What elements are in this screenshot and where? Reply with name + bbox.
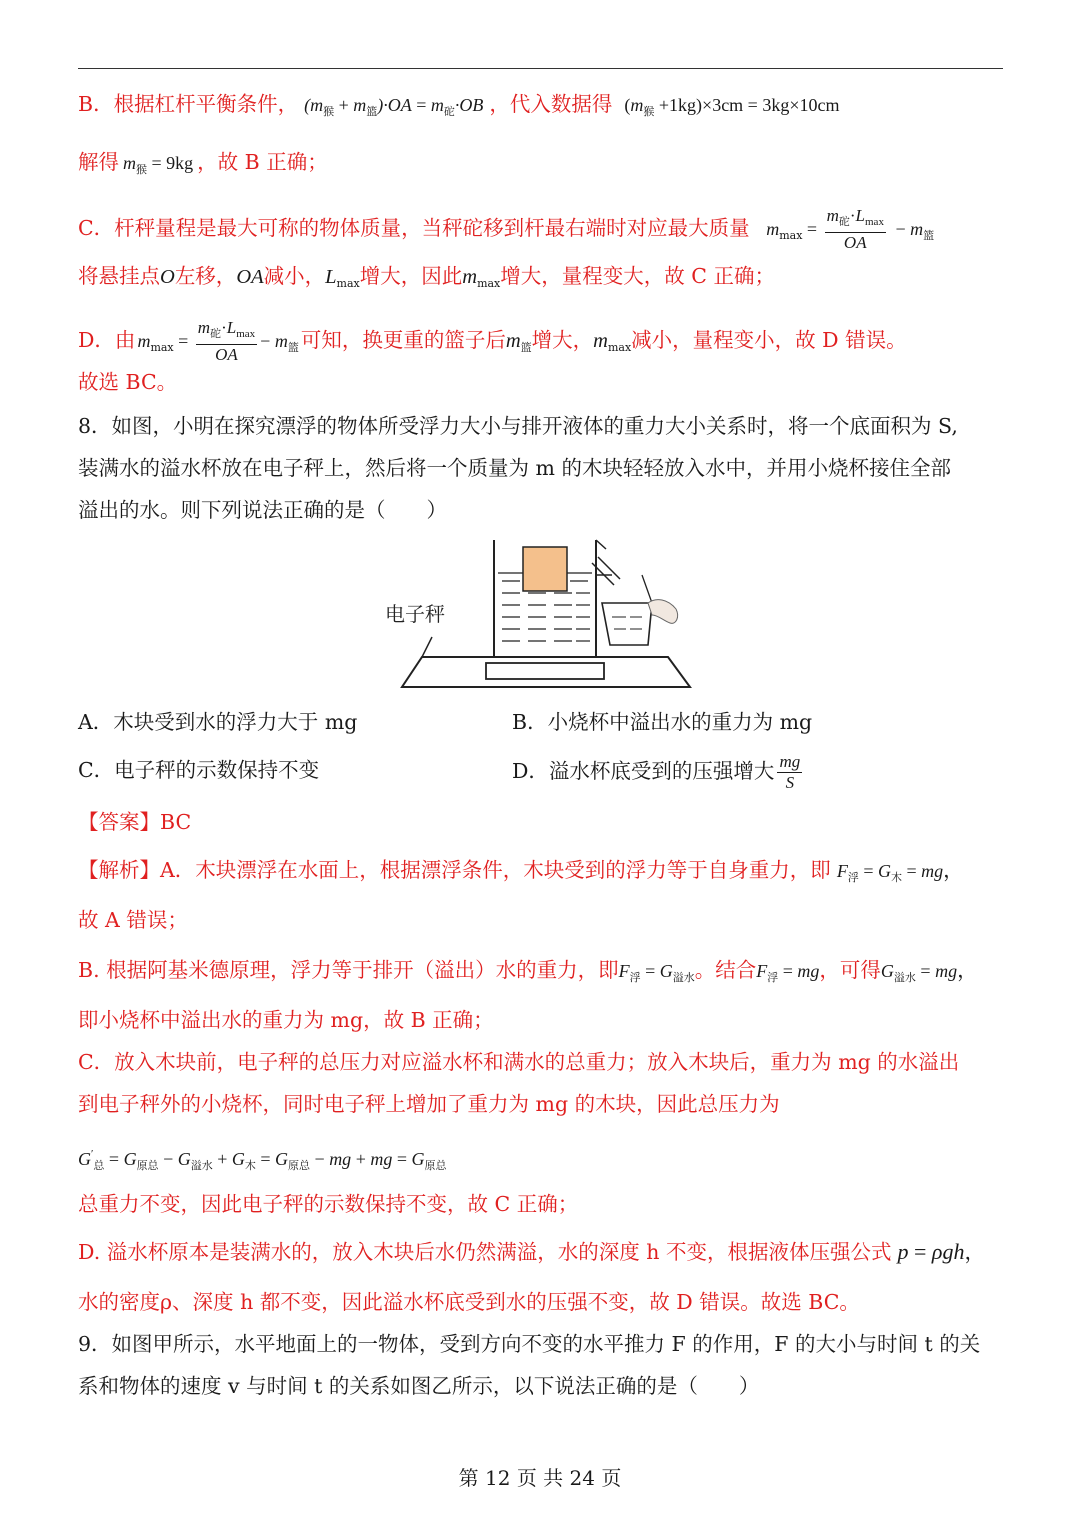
q8-answer: 【答案】BC xyxy=(78,810,192,834)
small-beaker xyxy=(602,603,652,645)
overflow-cup-figure xyxy=(380,535,700,695)
scale-display xyxy=(486,663,604,679)
q8-analysis-c3: 总重力不变，因此电子秤的示数保持不变，故 C 正确； xyxy=(78,1192,579,1216)
header-rule xyxy=(78,68,1003,69)
q8-analysis-b2: 即小烧杯中溢出水的重力为 mg，故 B 正确； xyxy=(78,1008,494,1032)
prev-b-line: B．根据杠杆平衡条件， $(m_猴 + m_篮)\cdot OA = m_砣\cdot OB$ ，代入数据得 $(m_猴 +1kg)\times 3cm = 3kg\times 10cm$ xyxy=(78,92,840,118)
prev-b-result: 解得 $m_猴 = 9kg$ ，故 B 正确； xyxy=(78,150,328,176)
prev-conclusion: 故选 BC。 xyxy=(78,370,178,394)
page-footer: 第 12 页 共 24 页 xyxy=(458,1466,622,1490)
q8-stem-3: 溢出的水。则下列说法正确的是（ ） xyxy=(78,498,447,522)
electronic-scale-base xyxy=(402,657,690,687)
prev-c-line2: 将悬挂点O左移，OA减小，$L_{max}$增大，因此$m_{max}$增大，量程变大，故 C 正确； xyxy=(78,264,775,290)
q8-analysis-c2: 到电子秤外的小烧杯，同时电子秤上增加了重力为 mg 的木块，因此总压力为 xyxy=(78,1092,780,1116)
q8-stem-2: 装满水的溢水杯放在电子秤上，然后将一个质量为 m 的木块轻轻放入水中，并用小烧杯接住全部 xyxy=(78,456,951,480)
hand-icon xyxy=(648,600,678,624)
q8-analysis-c-eq: $G'_总 = G_{原总} - G_{溢水} + G_木 = G_{原总}$ − mg + mg = $G_{原总}$ xyxy=(78,1148,447,1172)
q8-option-d: D．溢水杯底受到的压强增大 $\frac{mg}{S}$ xyxy=(512,752,801,792)
q8-analysis-b: B. 根据阿基米德原理，浮力等于排开（溢出）水的重力，即$F_浮 = G_{溢水}$。结合$F_浮$ = mg，可得$G_{溢水}$ = mg， xyxy=(78,958,978,984)
q8-analysis-a: 【解析】A．木块漂浮在水面上，根据漂浮条件，木块受到的浮力等于自身重力，即 $F_浮 = G_木$ = mg， xyxy=(78,858,964,884)
q8-option-c: C．电子秤的示数保持不变 xyxy=(78,758,320,782)
prev-d-line: D．由 $m_{max}$ = $\frac{m_砣\cdot L_{max}}{OA}$ − $m_篮$可知，换更重的篮子后$m_篮$增大，$m_{max}$减小，量程变小，故 D 错误。 xyxy=(78,318,907,364)
q8-analysis-a2: 故 A 错误； xyxy=(78,908,188,932)
q9-stem-2: 系和物体的速度 v 与时间 t 的关系如图乙所示，以下说法正确的是（ ） xyxy=(78,1374,760,1398)
q8-stem-1: 8．如图，小明在探究漂浮的物体所受浮力大小与排开液体的重力大小关系时，将一个底面积为 S, xyxy=(78,414,958,438)
q8-option-b: B．小烧杯中溢出水的重力为 mg xyxy=(512,710,813,734)
q8-analysis-d2: 水的密度ρ、深度 h 都不变，因此溢水杯底受到水的压强不变，故 D 错误。故选 BC。 xyxy=(78,1290,860,1314)
prev-c-line: C．杆秤量程是最大可称的物体质量，当秤砣移到杆最右端时对应最大质量 $m_{max}$ = $\frac{m_砣\cdot L_{max}}{OA}$ − $m_篮$ xyxy=(78,206,935,252)
q8-analysis-c1: C．放入木块前，电子秤的总压力对应溢水杯和满水的总重力；放入木块后，重力为 mg 的水溢出 xyxy=(78,1050,960,1074)
q9-stem-1: 9．如图甲所示，水平地面上的一物体，受到方向不变的水平推力 F 的作用，F 的大小与时间 t 的关 xyxy=(78,1332,981,1356)
scale-label: 电子秤 xyxy=(385,602,445,626)
wood-block xyxy=(523,547,567,591)
q8-option-a: A．木块受到水的浮力大于 mg xyxy=(78,710,358,734)
q8-analysis-d1: D. 溢水杯原本是装满水的，放入木块后水仍然满溢，水的深度 h 不变，根据液体压强公式 p = ρgh， xyxy=(78,1239,985,1264)
